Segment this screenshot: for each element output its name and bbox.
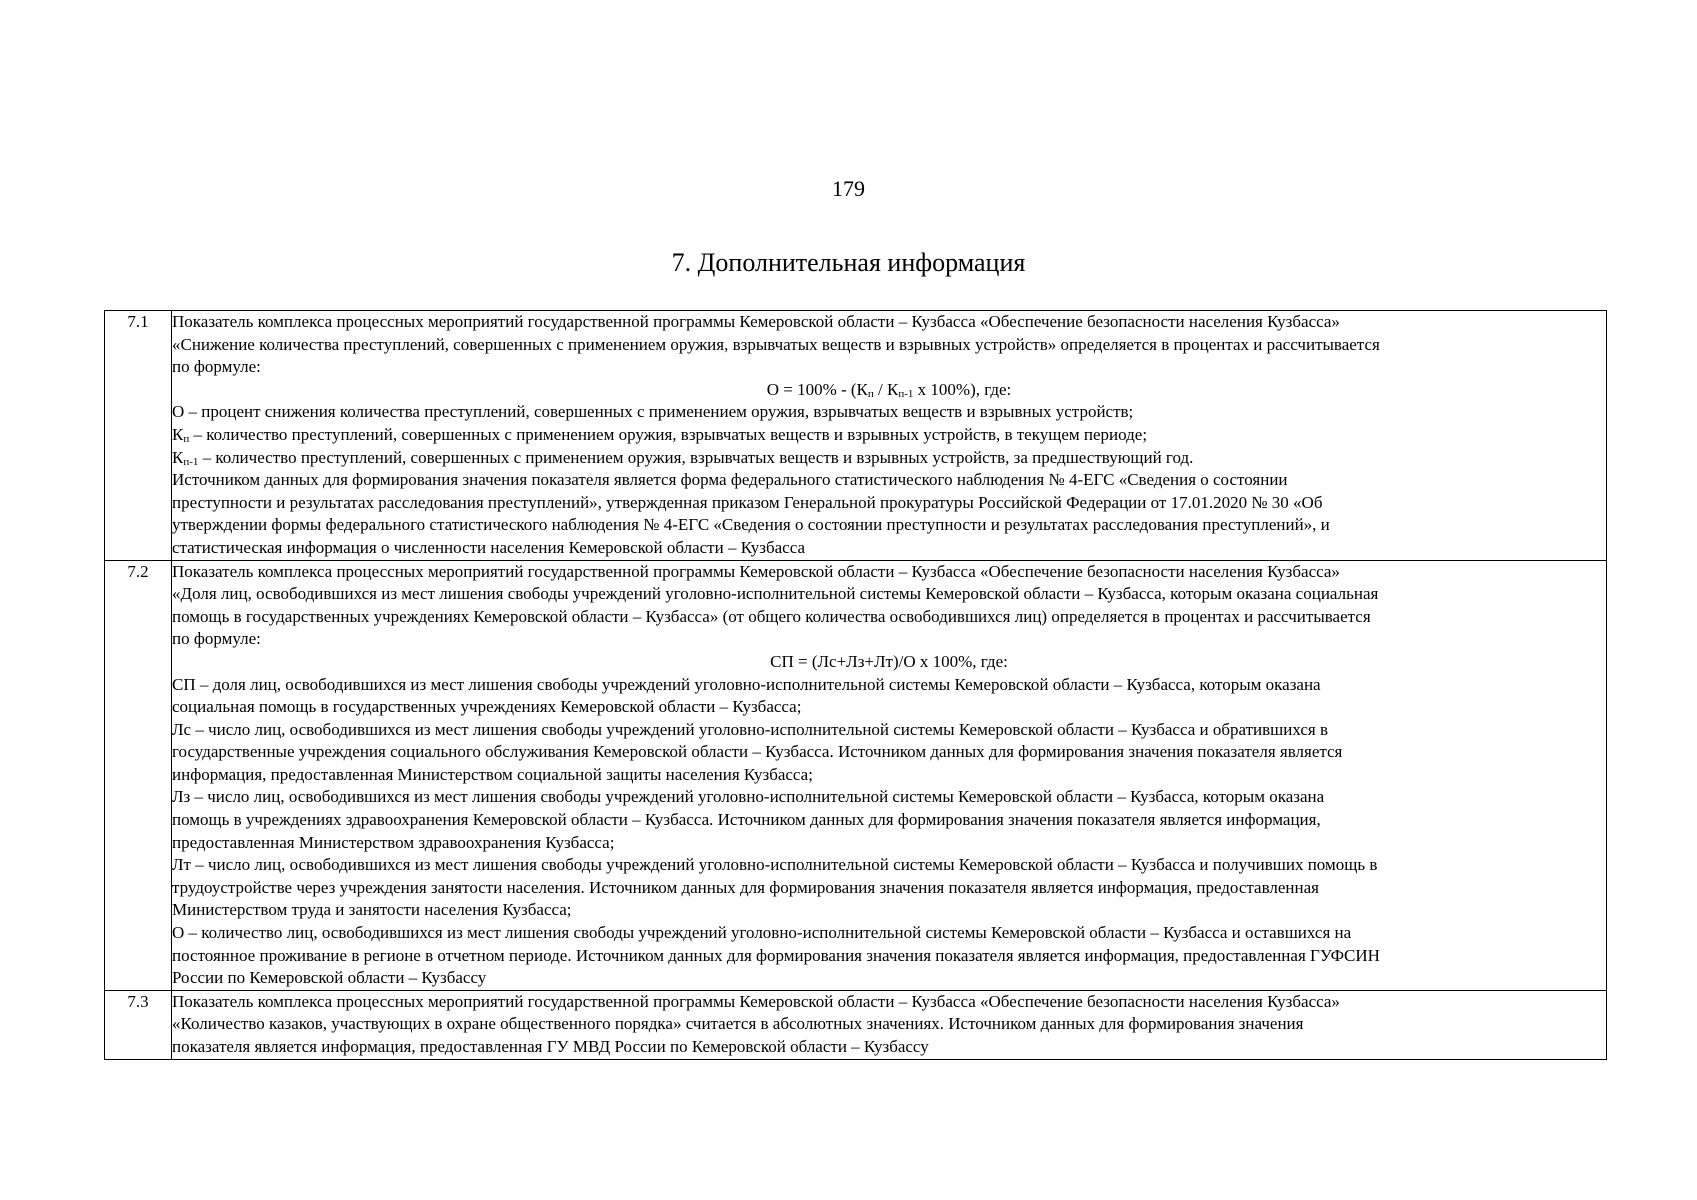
table-row: [105, 560, 1607, 990]
row-number: 7.2: [105, 560, 172, 990]
text-line: «Количество казаков, участвующих в охране общественного порядка» считается в абсолютных значениях. Источником данных для формирования значения: [172, 1014, 1304, 1034]
definition-line: России по Кемеровской области – Кузбассу: [172, 968, 487, 988]
table-row: [105, 990, 1607, 1059]
definition-line: Лс – число лиц, освободившихся из мест лишения свободы учреждений уголовно-исполнительной системы Кемеровской области – Кузбасса и обратившихся в: [172, 719, 1328, 739]
definition-line: постоянное проживание в регионе в отчетном периоде. Источником данных для формирования значения показателя является информация, предоставленная ГУФСИН: [172, 945, 1380, 965]
definition-line: [172, 447, 1606, 470]
definition-line: [172, 424, 1606, 447]
formula-subscript: п-1: [898, 387, 914, 400]
definition-line: государственные учреждения социального обслуживания Кемеровской области – Кузбасса. Источником данных для формирования значения показателя является: [172, 742, 1343, 762]
definition-text: – количество преступлений, совершенных с применением оружия, взрывчатых веществ и взрывных устройств, за предшествующий год.: [198, 447, 1194, 467]
symbol: К: [172, 424, 184, 444]
source-line: утверждении формы федерального статистического наблюдения № 4-ЕГС «Сведения о состоянии преступности и результатах расследования преступлений», и: [172, 515, 1330, 535]
section-title: 7. Дополнительная информация: [671, 248, 1026, 277]
definition-line: предоставленная Министерством здравоохранения Кузбасса;: [172, 832, 615, 852]
text-line: помощь в государственных учреждениях Кемеровской области – Кузбасса» (от общего количества освободившихся лиц) определяется в процентах и рассчитывается: [172, 606, 1371, 626]
formula: [172, 379, 1606, 402]
definition-line: трудоустройстве через учреждения занятости населения. Источником данных для формирования значения показателя является информация, предоставленная: [172, 877, 1319, 897]
source-line: статистическая информация о численности населения Кемеровской области – Кузбасса: [172, 537, 806, 557]
source-line: Источником данных для формирования значения показателя является форма федерального статистического наблюдения № 4-ЕГС «Сведения о состоянии: [172, 470, 1288, 490]
text-line: Показатель комплекса процессных мероприятий государственной программы Кемеровской области – Кузбасса «Обеспечение безопасности населения Кузбасса»: [172, 312, 1340, 331]
definition-line: О – количество лиц, освободившихся из мест лишения свободы учреждений уголовно-исполнительной системы Кемеровской области – Кузбасса и оставшихся на: [172, 923, 1352, 943]
symbol-subscript: п-1: [183, 455, 199, 468]
text-line: показателя является информация, предоставленная ГУ МВД России по Кемеровской области – Кузбассу: [172, 1037, 929, 1056]
symbol-subscript: п: [183, 432, 190, 445]
definition-line: Лз – число лиц, освободившихся из мест лишения свободы учреждений уголовно-исполнительной системы Кемеровской области – Кузбасса, которым оказана: [172, 787, 1325, 807]
text-line: по формуле:: [172, 629, 261, 649]
formula-part: О = 100% - (К: [766, 379, 868, 399]
row-number: 7.3: [105, 990, 172, 1059]
info-table: [104, 310, 1607, 1060]
formula-part: х 100%), где:: [913, 379, 1012, 399]
row-text: [172, 560, 1607, 990]
definition-line: СП – доля лиц, освободившихся из мест лишения свободы учреждений уголовно-исполнительной системы Кемеровской области – Кузбасса, которым оказана: [172, 674, 1321, 694]
definition-line: помощь в учреждениях здравоохранения Кемеровской области – Кузбасса. Источником данных для формирования значения показателя является информация,: [172, 810, 1321, 830]
text-line: Показатель комплекса процессных мероприятий государственной программы Кемеровской области – Кузбасса «Обеспечение безопасности населения Кузбасса»: [172, 561, 1340, 581]
row-number: 7.1: [105, 311, 172, 561]
definition-line: информация, предоставленная Министерством социальной защиты населения Кузбасса;: [172, 764, 813, 784]
text-line: «Доля лиц, освободившихся из мест лишения свободы учреждений уголовно-исполнительной системы Кемеровской области – Кузбасса, которым оказана социальная: [172, 584, 1379, 604]
symbol: К: [172, 447, 184, 467]
definition-line: Министерством труда и занятости населения Кузбасса;: [172, 900, 572, 920]
row-text: [172, 311, 1607, 561]
source-line: преступности и результатах расследования преступлений», утвержденная приказом Генеральной прокуратуры Российской Федерации от 17.01.2020 № 30 «Об: [172, 492, 1323, 512]
table-row: [105, 311, 1607, 561]
definition-line: социальная помощь в государственных учреждениях Кемеровской области – Кузбасса;: [172, 697, 802, 717]
definition-line: Лт – число лиц, освободившихся из мест лишения свободы учреждений уголовно-исполнительной системы Кемеровской области – Кузбасса и получивших помощь в: [172, 855, 1378, 875]
definition-text: – количество преступлений, совершенных с применением оружия, взрывчатых веществ и взрывных устройств, в текущем периоде;: [189, 424, 1148, 444]
text-line: Показатель комплекса процессных мероприятий государственной программы Кемеровской области – Кузбасса «Обеспечение безопасности населения Кузбасса»: [172, 991, 1340, 1011]
text-line: «Снижение количества преступлений, совершенных с применением оружия, взрывчатых веществ и взрывных устройств» определяется в процентах и рассчитывается: [172, 334, 1380, 354]
formula: СП = (Лс+Лз+Лт)/О х 100%, где:: [770, 651, 1008, 671]
definition-line: О – процент снижения количества преступлений, совершенных с применением оружия, взрывчатых веществ и взрывных устройств;: [172, 402, 1134, 422]
formula-subscript: п: [867, 387, 874, 400]
text-line: по формуле:: [172, 357, 261, 377]
page-number: 179: [832, 176, 865, 201]
formula-part: / К: [873, 379, 899, 399]
row-text: [172, 990, 1607, 1059]
